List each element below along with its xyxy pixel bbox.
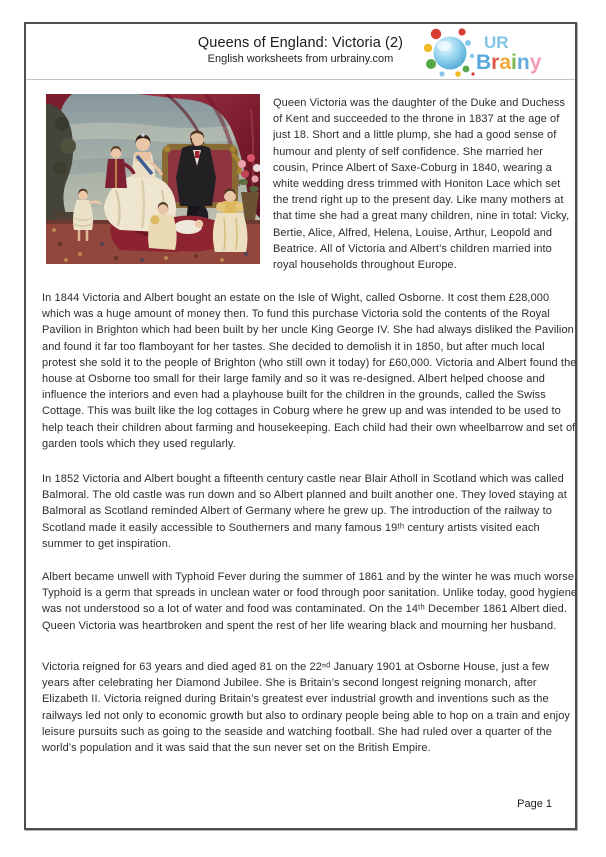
royal-family-painting — [46, 94, 260, 264]
article-paragraph-3: In 1852 Victoria and Albert bought a fifteenth century castle near Blair Atholl in Scotland which was called Balmoral. The old castle was run down and so Albert planned and built another one. They loved staying at Balmoral as Scotland reminded Albert of Germany where he grew up. The introduction of the railway to Scotland made it easily accessible to Southerners and many famous 19ᵗʰ century artists visited each summer to get inspiration. — [42, 473, 567, 550]
logo-text-brainy: Brainy — [476, 51, 542, 74]
logo-text-ur: UR — [484, 33, 509, 52]
worksheet-header — [26, 24, 575, 80]
article-paragraph-2: In 1844 Victoria and Albert bought an estate on the Isle of Wight, called Osborne. It cost them £28,000 which was a huge amount of money then. To fund this purchase Victoria sold the contents of the Royal Pavilion in Brighton which had been built by her uncle King George IV. She had always disliked the Pavilion and found it far too flamboyant for her tastes. She decided to demolish it in 1850, but after much local protest she sold it to the people of Brighton (who still own it today) for £60,000. Victoria and Albert found the house at Osborne too small for their large family and so it was re-designed. Albert helped choose and influence the interiors and even had a playhouse built for the children in the grounds, called the Swiss Cottage. This was built like the log cottages in Coburg where he grew up and was intended to be used to help teach their children about farming and housekeeping. Each child had their own wheelbarrow and set of garden tools which they used regularly. — [42, 292, 577, 450]
article-paragraph-1: Queen Victoria was the daughter of the Duke and Duchess of Kent and succeeded to the throne in 1837 at the age of just 18. Short and a little plump, she had a good sense of humour and plenty of self confidence. She married her cousin, Prince Albert of Saxe-Coburg in 1840, wearing a white wedding dress trimmed with Honiton Lace which set the trend right up to the present day. Like many mothers at that time she had a great many children, nine in total: Vicky, Bertie, Alice, Alfred, Helena, Louise, Arthur, Leopold and Beatrice. All of Victoria and Albert’s children married into royal households throughout Europe. — [273, 97, 570, 272]
urbrainy-logo — [418, 24, 570, 79]
article-paragraph-4: Albert became unwell with Typhoid Fever during the summer of 1861 and by the winter he was much worse. Typhoid is a germ that spreads in unclean water or food through poor sanitation. Unlike today, good hygiene was not understood so a lot of water and food was contaminated. On the 14ᵗʰ December 1861 Albert died. Queen Victoria was heartbroken and spent the rest of her life wearing black and mourning her husband. — [42, 571, 578, 632]
logo-bubbles-icon — [424, 28, 475, 76]
page-number: Page 1 — [517, 798, 552, 810]
page-subtitle: English worksheets from urbrainy.com — [207, 53, 394, 65]
worksheet-page — [24, 22, 577, 830]
urbrainy-logo-icon — [418, 24, 570, 79]
page-title: Queens of England: Victoria (2) — [197, 35, 404, 51]
article-paragraph-5: Victoria reigned for 63 years and died aged 81 on the 22ⁿᵈ January 1901 at Osborne House, just a few years after celebrating her Diamond Jubilee. She is Britain’s second longest reigning monarch, after Elizabeth II. Victoria reigned during Britain’s greatest ever industrial growth and inventions such as the railways led not only to economic growth but also to ordinary people being able to hop on a train and enjoy leisure pursuits such as going to the seaside and watching football. She had ruled over a quarter of the world’s population and it was said that the sun never set on the British Empire. — [42, 661, 571, 755]
